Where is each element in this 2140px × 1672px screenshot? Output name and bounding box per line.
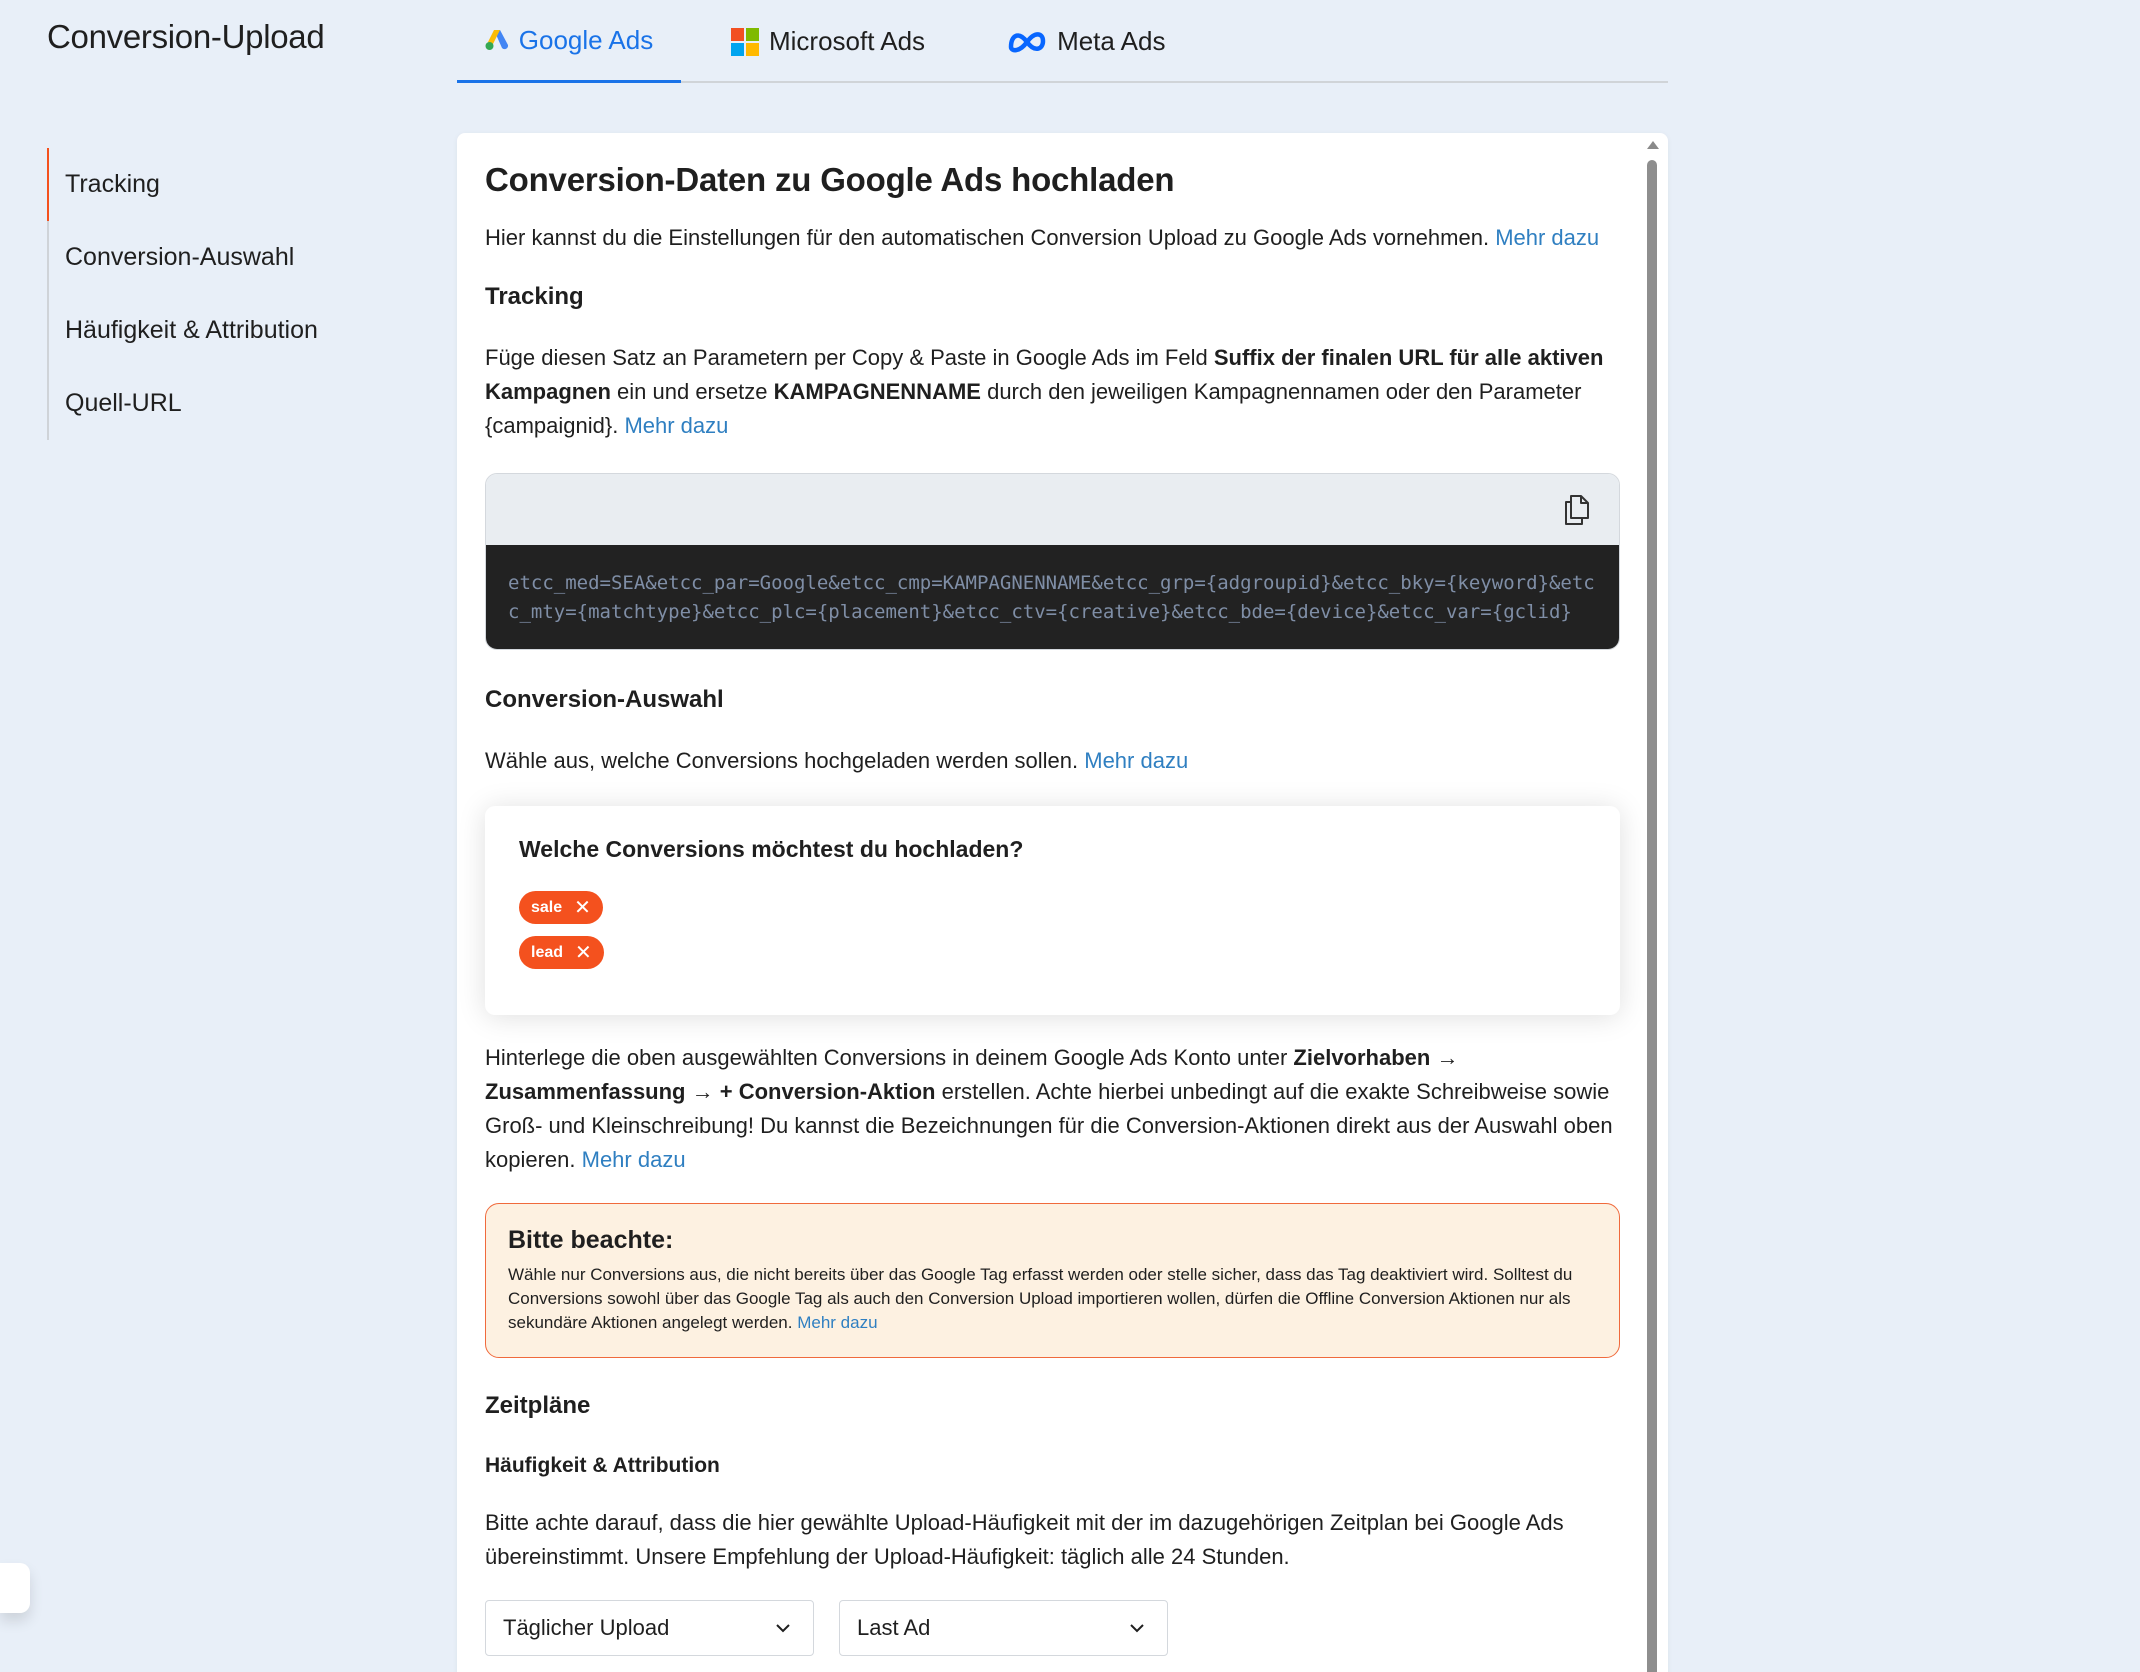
tab-label: Microsoft Ads xyxy=(769,26,926,56)
remove-chip-icon[interactable]: ✕ xyxy=(575,941,592,964)
tab-label: Meta Ads xyxy=(1057,26,1166,56)
tracking-text: Füge diesen Satz an Parametern per Copy & Paste in Google Ads im Feld Suffix der finalen URL für alle aktiven Kampagnen ein und ersetze KAMPAGNENNAME durch den jeweiligen Kampagnennamen oder den Parameter {campaignid}. Mehr dazu xyxy=(485,345,1604,438)
tab-microsoft-ads[interactable] xyxy=(709,0,947,83)
frequency-text: Bitte achte darauf, dass die hier gewählte Upload-Häufigkeit mit der im dazugehörigen Zeitplan bei Google Ads übereinstimmt. Unsere Empfehlung der Upload-Häufigkeit: täglich alle 24 Stunden. xyxy=(485,1510,1564,1569)
floating-side-widget[interactable] xyxy=(0,1563,30,1613)
sidebar-item-quell-url[interactable]: Quell-URL xyxy=(65,389,182,417)
conversion-chip-sale[interactable]: sale ✕ xyxy=(519,891,603,924)
remove-chip-icon[interactable]: ✕ xyxy=(574,896,591,919)
microsoft-icon xyxy=(731,28,759,56)
frequency-attribution-heading: Häufigkeit & Attribution xyxy=(485,1454,720,1477)
tab-meta-ads[interactable] xyxy=(985,0,1187,83)
notice-text: Wähle nur Conversions aus, die nicht bereits über das Google Tag erfasst werden oder stelle sicher, dass das Tag deaktiviert wird. Solltest du Conversions sowohl über das Google Tag als auch den Conversion Upload importieren wollen, dürfen die Offline Conversion Aktionen nur als sekundäre Aktionen angelegt werden. Mehr dazu xyxy=(508,1265,1573,1332)
upload-frequency-select[interactable]: Täglicher Upload xyxy=(485,1600,814,1656)
app-title: Conversion-Upload xyxy=(47,18,325,55)
sidebar-item-tracking[interactable]: Tracking xyxy=(49,148,318,221)
chevron-down-icon xyxy=(775,1623,791,1633)
content-card xyxy=(457,133,1668,1672)
scrollbar-thumb[interactable] xyxy=(1647,160,1657,1672)
conversion-select-card xyxy=(485,806,1620,1015)
sidebar-item-conversion-auswahl[interactable]: Conversion-Auswahl xyxy=(65,243,295,271)
copy-button[interactable] xyxy=(1561,492,1593,528)
sidebar-item-haeufigkeit-attribution[interactable]: Häufigkeit & Attribution xyxy=(65,316,318,344)
page-title: Conversion-Daten zu Google Ads hochladen xyxy=(485,161,1175,198)
more-link[interactable]: Mehr dazu xyxy=(581,1147,686,1172)
conversion-question: Welche Conversions möchtest du hochladen? xyxy=(519,836,1024,862)
more-link[interactable]: Mehr dazu xyxy=(797,1313,878,1332)
scroll-up-arrow-icon[interactable] xyxy=(1647,141,1659,149)
more-link[interactable]: Mehr dazu xyxy=(1495,225,1600,250)
schedule-selects xyxy=(485,1600,1620,1656)
tab-google-ads[interactable] xyxy=(457,0,681,83)
schedules-heading: Zeitpläne xyxy=(485,1392,591,1419)
more-link[interactable]: Mehr dazu xyxy=(624,413,729,438)
conversion-chip-lead[interactable]: lead ✕ xyxy=(519,936,604,969)
platform-tabs xyxy=(457,0,1668,83)
attribution-model-select[interactable]: Last Ad xyxy=(839,1600,1168,1656)
meta-icon xyxy=(1007,29,1047,55)
chevron-down-icon xyxy=(1129,1623,1145,1633)
tracking-heading: Tracking xyxy=(485,283,584,310)
conversion-selection-heading: Conversion-Auswahl xyxy=(485,686,724,713)
conversion-instructions: Hinterlege die oben ausgewählten Conversions in deinem Google Ads Konto unter Zielvorhaben → Zusammenfassung → + Conversion-Aktion erstellen. Achte hierbei unbedingt auf die exakte Schreibweise sowie Groß- und Kleinschreibung! Du kannst die Bezeichnungen für die Conversion-Aktionen direkt aus der Auswahl oben kopieren. Mehr dazu xyxy=(485,1045,1613,1172)
conversion-selection-intro: Wähle aus, welche Conversions hochgeladen werden sollen. Mehr dazu xyxy=(485,748,1189,773)
scrollbar[interactable] xyxy=(1646,133,1660,1672)
more-link[interactable]: Mehr dazu xyxy=(1084,748,1189,773)
code-header xyxy=(486,474,1619,545)
copy-icon xyxy=(1561,492,1593,528)
google-ads-icon xyxy=(485,29,509,51)
tracking-code-block xyxy=(485,473,1620,650)
tracking-parameter-code[interactable]: etcc_med=SEA&etcc_par=Google&etcc_cmp=KAMPAGNENNAME&etcc_grp={adgroupid}&etcc_bky={keyword}&etcc_mty={matchtype}&etcc_plc={placement}&etcc_ctv={creative}&etcc_bde={device}&etcc_var={gclid} xyxy=(486,545,1619,649)
notice-box xyxy=(485,1203,1620,1358)
notice-title: Bitte beachte: xyxy=(508,1226,674,1254)
intro-text: Hier kannst du die Einstellungen für den automatischen Conversion Upload zu Google Ads vornehmen. Mehr dazu xyxy=(485,225,1600,250)
section-nav xyxy=(47,148,318,440)
tab-label: Google Ads xyxy=(518,24,654,55)
